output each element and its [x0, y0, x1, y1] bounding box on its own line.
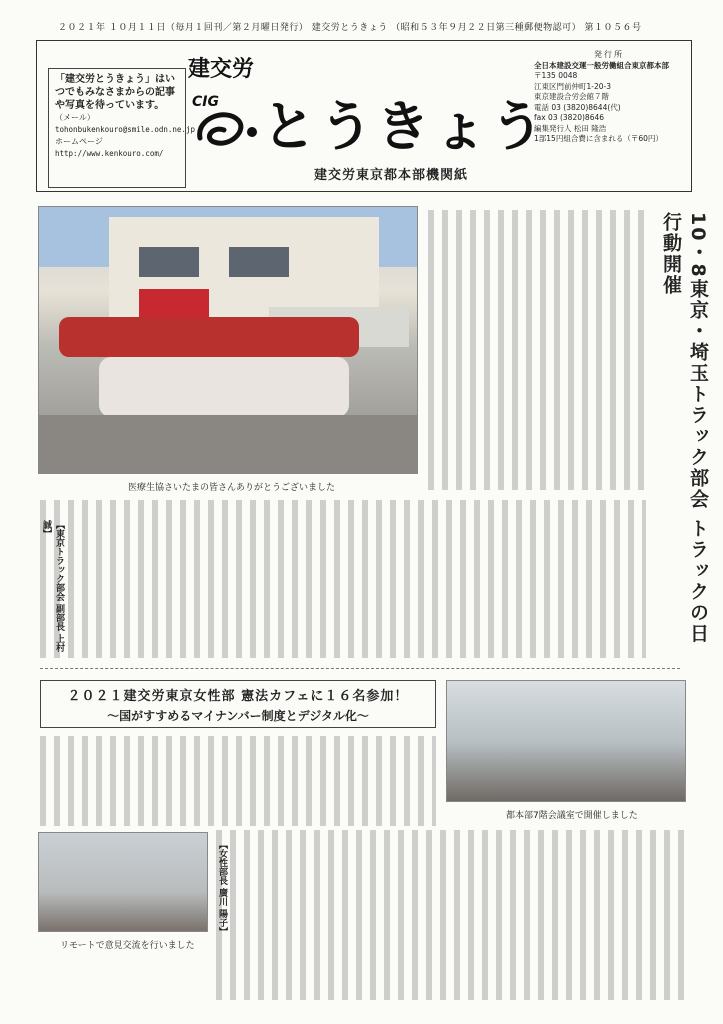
logo-text: CIG — [192, 94, 219, 110]
notice-home-label: ホームページ — [55, 137, 103, 146]
publisher-price: 1部15円組合費に含まれる（〒60円） — [534, 134, 663, 143]
header-line: ２０２１年 １０月１１日（毎月１回刊／第２月曜日発行） 建交労とうきょう （昭和５３年９月２２日第三種郵便物認可） 第１０５６号 — [58, 23, 642, 33]
publisher-addr1: 江東区門前仲町1-20-3 — [534, 81, 611, 91]
notice-mail[interactable]: tohonbukenkouro@smile.odn.ne.jp — [55, 125, 195, 134]
article1-body-upper — [428, 210, 646, 490]
cig-logo-icon — [186, 86, 266, 156]
paper-subtitle: 建交労東京都本部機関紙 — [314, 168, 469, 183]
group-photo-illustration — [39, 207, 418, 474]
notice-highlight: 「建交労とうきょう」はいつでもみなさまからの記事や写真を待っています。 — [55, 74, 175, 111]
photo-caption-group: 医療生協さいたまの皆さんありがとうございました — [128, 483, 336, 493]
article2-subheadline: ～国がすすめるマイナンバー制度とデジタル化～ — [107, 709, 369, 723]
paper-title: とうきょう — [262, 95, 547, 158]
article2-headline: ２０２１建交労東京女性部 憲法カフェに１６名参加！ — [67, 689, 409, 704]
notice-home[interactable]: http://www.kenkouro.com/ — [55, 149, 164, 158]
paper-tag: 建交労 — [188, 57, 255, 82]
article1-body-lower — [40, 500, 646, 658]
group-photo — [38, 206, 418, 474]
publisher-org: 全日本建設交運一般労働組合東京都本部 — [534, 60, 669, 70]
submission-notice — [48, 68, 195, 188]
publisher-info — [534, 50, 684, 145]
publisher-fax: fax 03 (3820)8646 — [534, 113, 605, 122]
publisher-editor: 編集発行人 松田 隆浩 — [534, 123, 607, 133]
photo-caption-remote: リモートで意見交流を行いました — [60, 941, 195, 951]
remote-photo — [38, 832, 208, 932]
section-divider — [40, 668, 680, 669]
article2-header — [40, 680, 436, 728]
article1-headline: 10・8東京・埼玉トラック部会 トラックの日行動開催 — [660, 212, 709, 645]
article2-body-lower — [216, 830, 686, 1000]
meeting-photo — [446, 680, 686, 802]
publisher-zip: 〒135 0048 — [534, 71, 578, 80]
article2-signature: 【女性部長 廣川 陽子】 — [217, 840, 227, 937]
publisher-addr2: 東京建設合労会館７階 — [534, 92, 609, 101]
publisher-tel: 電話 03 (3820)8644(代) — [534, 102, 621, 112]
notice-mail-label: （メール） — [55, 113, 95, 122]
article1-signature: 【東京トラック部会 副部長 上村 誠】 — [41, 520, 64, 653]
photo-caption-meeting: 都本部7階会議室で開催しました — [506, 811, 638, 821]
article2-body-upper — [40, 736, 436, 826]
publisher-head: 発行所 — [594, 50, 624, 59]
